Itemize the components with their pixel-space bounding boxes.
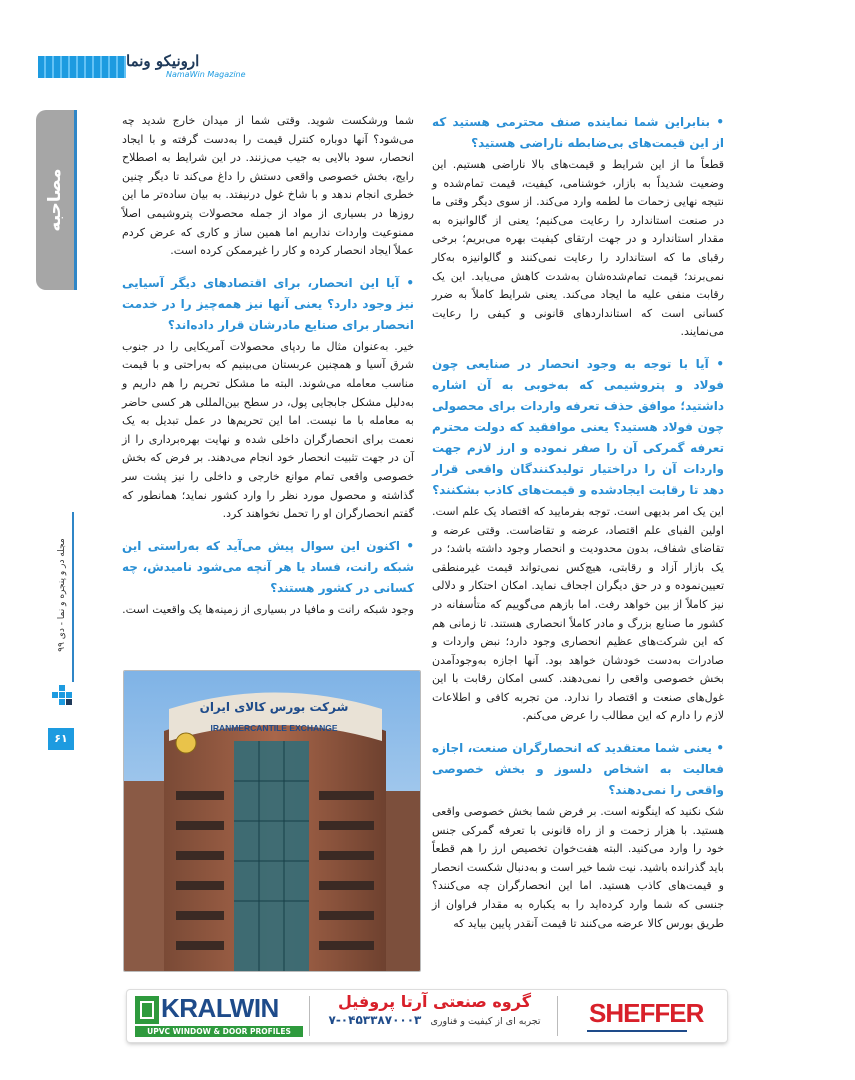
answer-paragraph: شما ورشکست شوید. وقتی شما از میدان خارج شدید چه می‌شود؟ آنها دوباره کنترل قیمت را به‌دست گرفته و با ایجاد انحصار، سود بالایی به جیب می‌زنند. در این شرایط به اصطلاح رایج، بخش خصوصی واقعی دستش را داغ می‌کند تا دیگر چنین خطری انجام ندهد و با شاخ غول درنیفتد. به بیان ساده‌تر ما این روزها در بسیاری از مواد از جمله محصولات پتروشیمی اصلاً ممنوعیت واردات نداریم اما همین ساز و کاری که عرض کردم عملاً ایجاد انحصار کرده و کار را غیرممکن کرده است. (122, 114, 414, 258)
question-heading: • بنابراین شما نماینده صنف محترمی هستید که از این قیمت‌های بی‌ضابطه ناراضی هستید؟ (432, 115, 724, 150)
artta-brand (317, 992, 552, 1040)
spine-text: مجله در و پنجره و نما - دی ۹۹ (57, 538, 67, 652)
logo-text: ارونیکو ونما (126, 52, 200, 70)
answer-paragraph: وجود شبکه رانت و مافیا در بسیاری از زمینه‌ها یک واقعیت است. (122, 602, 414, 616)
question-heading: • اکنون این سوال پیش می‌آید که به‌راستی این شبکه رانت، فساد یا هر آنچه می‌شود نامیدش، چه کسانی در کشور هستند؟ (122, 538, 414, 595)
logo-subtitle: NamaWin Magazine (166, 70, 246, 79)
magazine-logo (38, 52, 246, 82)
article-column-left (122, 112, 414, 619)
artta-tagline: تجربه ای از کیفیت و فناوری (430, 1016, 541, 1027)
spine-divider (72, 512, 74, 682)
spine-caption (52, 525, 72, 665)
question-heading: • آیا با توجه به وجود انحصار در صنایعی چون فولاد و پتروشیمی که به‌خوبی به آن اشاره داشتید؛ موافق حذف تعرفه واردات برای محصولی چون فولاد هستید؟ یعنی موافقید که دولت محترم تعرفه گمرکی آن را صفر نموده و ارز لازم جهت واردات آن را دراختیار تولیدکنندگان واقعی قرار دهد تا رقابت ایجادشده و قیمت‌های کاذب بشکنند؟ (432, 356, 724, 497)
answer-paragraph: شک نکنید که اینگونه است. بر فرض شما بخش خصوصی واقعی هستید. با هزار زحمت و از راه قانونی با تعرفه گمرکی جنس خود را وارد می‌کنید. البته هفت‌خوان تخصیص ارز را هم قطعاً باید گذرانده باشید. نیت شما خیر است و به‌دنبال شکست انحصار و قیمت‌های کاذب هستید. اما این انحصارگران چه می‌کنند؟ جنسی که شما وارد کرده‌اید را به یکباره به مقدار فراوان از طریق بورس کالا عرضه می‌کنند تا قیمت آنقدر پایین بیاید که (431, 805, 724, 930)
kralwin-subtitle: UPVC WINDOW & DOOR PROFILES (135, 1026, 303, 1037)
question-heading: • یعنی شما معتقدید که انحصارگران صنعت، اجازه فعالیت به اشخاص دلسوز و بخش خصوصی واقعی را نمی‌دهند؟ (432, 741, 724, 798)
sheffer-brand: SHEFFER (589, 998, 704, 1028)
mini-logo-icon (48, 685, 76, 709)
window-icon (135, 996, 159, 1024)
page-number: ۶۱ (48, 728, 74, 750)
kralwin-name: KRALWIN (161, 993, 279, 1023)
answer-paragraph: خیر. به‌عنوان مثال ما ردپای محصولات آمریکایی را در جنوب شرق آسیا و همچنین عربستان می‌بینیم که به‌راحتی و با قیمت مناسب معامله می‌شوند. البته ما مشکل تحریم را هم داریم و به‌دلیل مشکل جابجایی پول، در سطح بین‌المللی هر کسی حاضر به معامله با ما نیست. اما این تحریم‌ها در عمل تبدیل به یک نعمت برای انحصارگران داخلی شده و نهایت بهره‌برداری را از آن در جهت تثبیت انحصار خود انجام می‌دهند. بر فرض که بخش خصوصی واقعی تمام موانع خارجی و داخلی را نیز پشت سر گذاشته و محصول مورد نظر را وارد کشور نماید؛ همانطور که گفتم انحصارگران او را تحمل نخواهند کرد. (122, 339, 414, 521)
artta-phone: ۰۴۵۳۳۸۷۰۰۰۳-۷ (328, 1013, 422, 1027)
article-column-right (432, 112, 724, 933)
section-tab-accent (74, 110, 77, 290)
kralwin-brand (135, 993, 303, 1036)
section-tab (36, 110, 74, 290)
sign-english: IRANMERCANTILE EXCHANGE (210, 723, 338, 733)
ad-divider (557, 996, 558, 1036)
question-heading: • آیا این انحصار، برای اقتصادهای دیگر آسیایی نیز وجود دارد؟ یعنی آنها نیز همه‌چیز را در خدمت انحصار برای صنایع مادرشان قرار داده‌اند؟ (122, 275, 414, 332)
section-label: مصاحبه (45, 168, 65, 232)
answer-paragraph: این یک امر بدیهی است. توجه بفرمایید که اقتصاد یک علم است. اولین الفبای علم اقتصاد، عرضه و تقاضاست. وقتی عرضه و تقاضای شفاف، بدون محدودیت و انحصار وجود داشته باشد؛ در یک بازار آزاد و رقابتی، هیچ‌کس نمی‌تواند قیمت غیرمنطقی تعیین‌نموده و در حق دیگران اجحاف نماید. امکان احتکار و دلالی نیز کاملاً از بین خواهد رفت. اما بازهم می‌گوییم که متأسفانه در کشور ما صنایع بزرگ و مادر کاملاً انحصاری هستند. تا زمانی هم که این شرکت‌های عظیم انحصاری وجود دارد؛ نبض واردات و صادرات به‌دست خودشان خواهد بود. آنها اجازه به‌وجودآمدن بخش خصوصی واقعی را نمی‌دهند. کسی امکان رقابت با این غول‌های صنعت و اقتصاد را ندارد. من تجربه کافی و اطلاعات لازم را دارم که این مطالب را عرض می‌کنم. (432, 504, 724, 723)
sheffer-underline (587, 1030, 687, 1032)
logo-stripe-icon (38, 56, 126, 78)
building-illustration (124, 671, 420, 971)
answer-paragraph: قطعاً ما از این شرایط و قیمت‌های بالا ناراضی هستیم. این وضعیت شدیداً به بازار، خوشنامی، کیفیت، قیمت تمام‌شده و نتیجه نهایی زحمات ما لطمه وارد می‌کند. از سوی دیگر وقتی ما در صنعت استاندارد را رعایت می‌کنیم؛ یعنی از گالوانیزه به مقدار استاندارد و در جهت ارتقای کیفیت بهره می‌بریم؛ برخی رقبای ما که استاندارد را رعایت نمی‌کنند و گالوانیزه به‌کار نمی‌برند؛ قیمت تمام‌شده‌شان به‌شدت کاهش می‌یابد. این یک رقابت منفی علیه ما ایجاد می‌کند. یعنی شرایط کاملاً به ضرر کسانی است که استانداردهای قانونی و کیفی را رعایت می‌نمایند. (432, 158, 724, 339)
sign-persian: شرکت بورس کالای ایران (199, 700, 349, 714)
footer-advertisement[interactable] (127, 990, 727, 1042)
ad-divider (309, 996, 310, 1036)
building-photo (123, 670, 421, 972)
artta-name: گروه صنعتی آرتا پروفیل (337, 992, 531, 1011)
